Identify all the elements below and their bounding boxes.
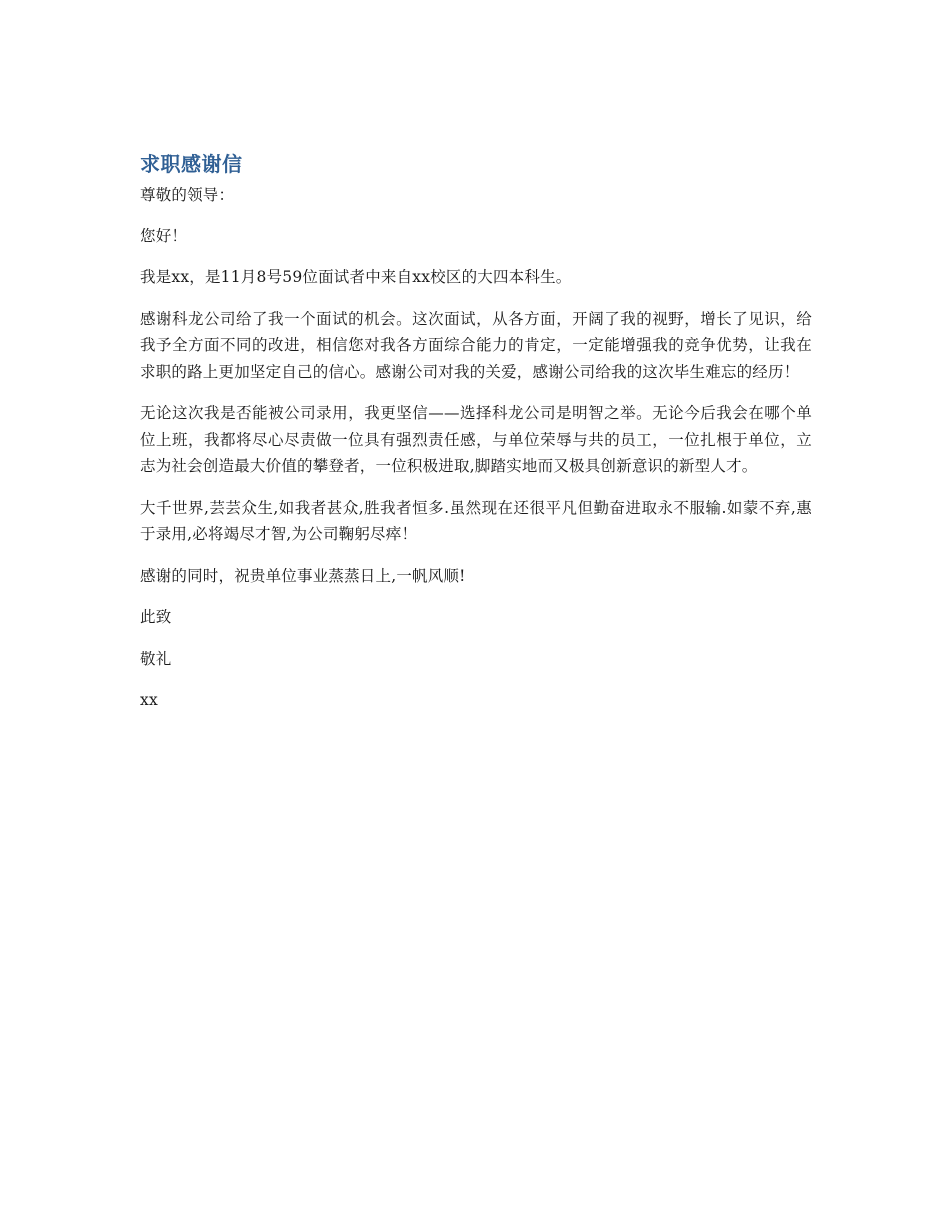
greeting: 您好！ — [140, 226, 188, 245]
commitment-paragraph: 无论这次我是否能被公司录用，我更坚信——选择科龙公司是明智之举。无论今后我会在哪个单位上班，我都将尽心尽责做一位具有强烈责任感，与单位荣辱与共的员工，一位扎根于单位，立志为社会创造最大价值的攀登者，一位积极进取,脚踏实地而又极具创新意识的新型人才。 — [140, 404, 812, 475]
request-paragraph: 大千世界,芸芸众生,如我者甚众,胜我者恒多.虽然现在还很平凡但勤奋进取永不服输.如蒙不弃,惠于录用,必将竭尽才智,为公司鞠躬尽瘁！ — [140, 498, 812, 543]
salutation: 尊敬的领导： — [140, 186, 235, 204]
letter-page — [140, 148, 812, 729]
closing-jingli: 敬礼 — [140, 649, 172, 668]
signature: xx — [140, 691, 158, 709]
thanks-paragraph: 感谢科龙公司给了我一个面试的机会。这次面试，从各方面，开阔了我的视野，增长了见识，给我予全方面不同的改进，相信您对我各方面综合能力的肯定，一定能增强我的竞争优势，让我在求职的路上更加坚定自己的信心。感谢公司对我的关爱，感谢公司给我的这次毕生难忘的经历！ — [140, 309, 812, 381]
closing-cizhi: 此致 — [140, 608, 172, 626]
wishes-paragraph: 感谢的同时，祝贵单位事业蒸蒸日上,一帆风顺! — [140, 566, 466, 585]
self-introduction-paragraph: 我是xx，是11月8号59位面试者中来自xx校区的大四本科生。 — [140, 268, 572, 286]
document-title: 求职感谢信 — [140, 152, 243, 176]
